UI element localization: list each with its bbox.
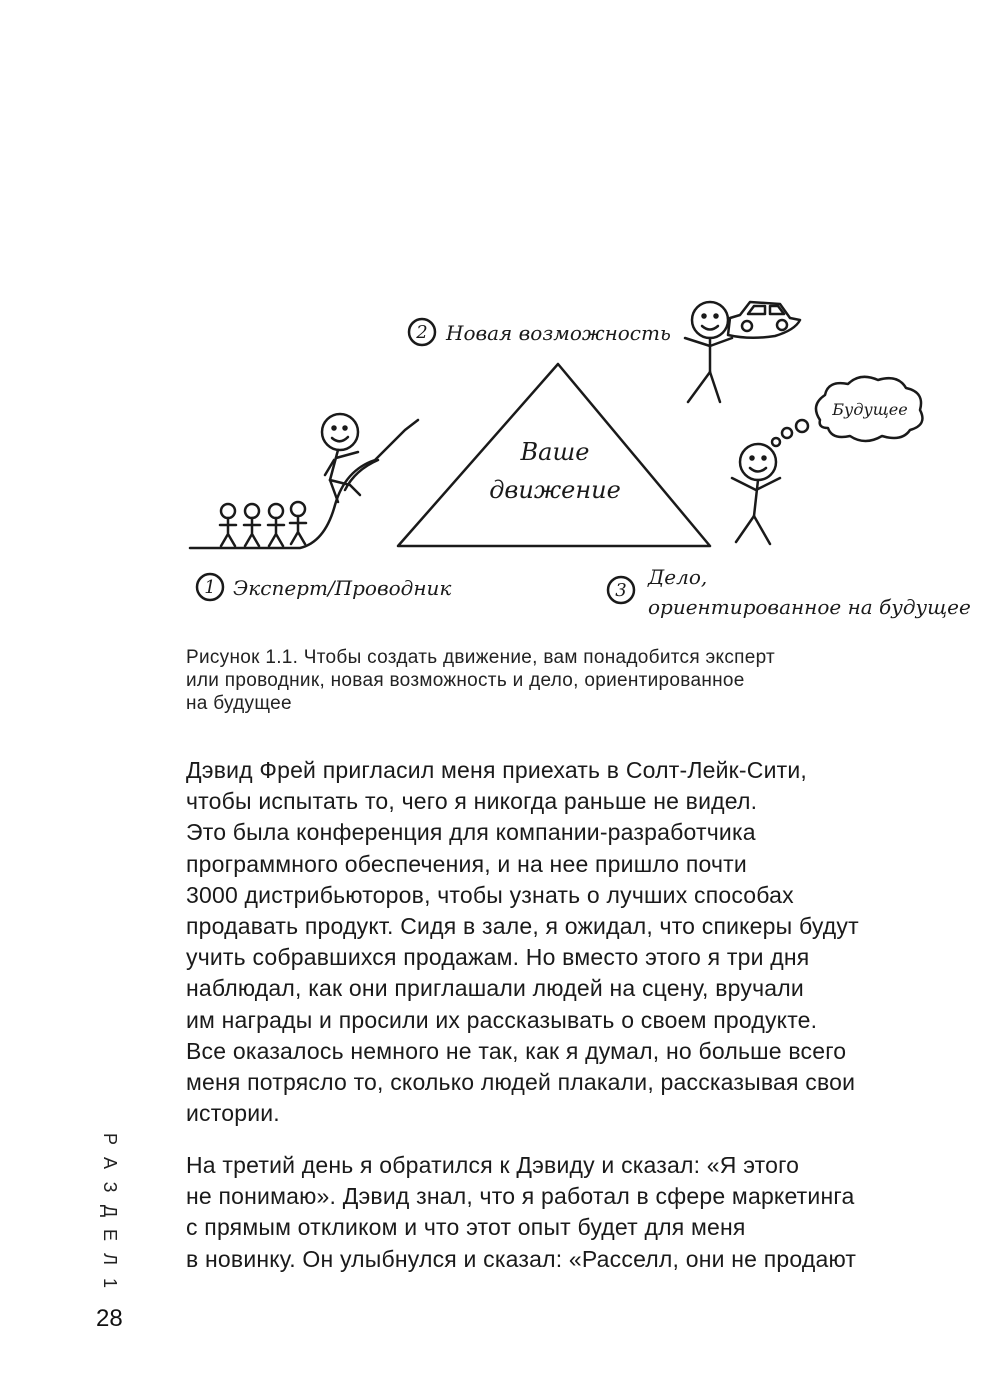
ground-line	[190, 420, 418, 548]
text-line: учить собравшихся продажам. Но вместо этого я три дня	[186, 944, 810, 971]
caption-line: или проводник, новая возможность и дело, ориентированное	[186, 670, 745, 691]
text-line: чтобы испытать то, чего я никогда раньше не видел.	[186, 788, 758, 815]
page-number: 28	[96, 1305, 123, 1332]
label-2-number: 2	[416, 322, 428, 343]
text-line: в новинку. Он улыбнулся и сказал: «Расселл, они не продают	[186, 1245, 857, 1272]
section-label	[98, 1128, 122, 1296]
text-line: Все оказалось немного не так, как я думал, но больше всего	[186, 1037, 847, 1064]
cloud-text: Будущее	[832, 400, 908, 419]
triangle-line2: движение	[489, 476, 621, 504]
opportunity-figure	[685, 302, 732, 402]
text-line: с прямым откликом и что этот опыт будет для меня	[186, 1214, 746, 1241]
section-letter: А	[100, 1156, 120, 1171]
figure-caption	[186, 646, 946, 715]
text-line: не понимаю». Дэвид знал, что я работал в сфере маркетинга	[186, 1183, 855, 1210]
section-letter: Л	[100, 1253, 120, 1267]
section-letter: Е	[100, 1228, 120, 1243]
label-3-number: 3	[615, 580, 627, 601]
text-line: программного обеспечения, и на нее пришло почти	[186, 850, 747, 877]
caption-line: Рисунок 1.1. Чтобы создать движение, вам понадобится эксперт	[186, 647, 776, 668]
section-letter: Д	[100, 1204, 120, 1220]
car-icon	[728, 302, 800, 338]
text-line: продавать продукт. Сидя в зале, я ожидал, что спикеры будут	[186, 913, 859, 940]
paragraph-1	[186, 755, 956, 1129]
thought-bubbles	[772, 420, 808, 446]
section-letter: 1	[100, 1277, 120, 1290]
followers-crowd	[220, 502, 306, 546]
caption-line: на будущее	[186, 693, 292, 714]
dreamer-figure	[732, 444, 780, 544]
text-line: меня потрясло то, сколько людей плакали, рассказывая свои	[186, 1069, 856, 1096]
section-letter: Р	[100, 1132, 120, 1147]
text-line: Это была конференция для компании-разработчика	[186, 819, 756, 846]
text-line: им награды и просили их рассказывать о своем продукте.	[186, 1006, 818, 1033]
label-1-text: Эксперт/Проводник	[233, 576, 452, 600]
text-line: Дэвид Фрей пригласил меня приехать в Солт-Лейк-Сити,	[186, 757, 808, 783]
text-line: истории.	[186, 1100, 280, 1127]
label-3-line2: ориентированное на будущее	[648, 595, 971, 619]
triangle-line1: Ваше	[520, 438, 590, 466]
label-3-line1: Дело,	[648, 565, 708, 589]
label-2-text: Новая возможность	[446, 321, 671, 345]
illustration-svg	[150, 280, 970, 630]
text-line: На третий день я обратился к Дэвиду и сказал: «Я этого	[186, 1152, 800, 1178]
text-line: наблюдал, как они приглашали людей на сцену, вручали	[186, 975, 804, 1002]
label-1-number: 1	[204, 577, 216, 598]
movement-illustration	[150, 280, 970, 630]
paragraph-2	[186, 1150, 956, 1275]
section-letter: З	[100, 1181, 120, 1195]
text-line: 3000 дистрибьюторов, чтобы узнать о лучших способах	[186, 881, 794, 908]
